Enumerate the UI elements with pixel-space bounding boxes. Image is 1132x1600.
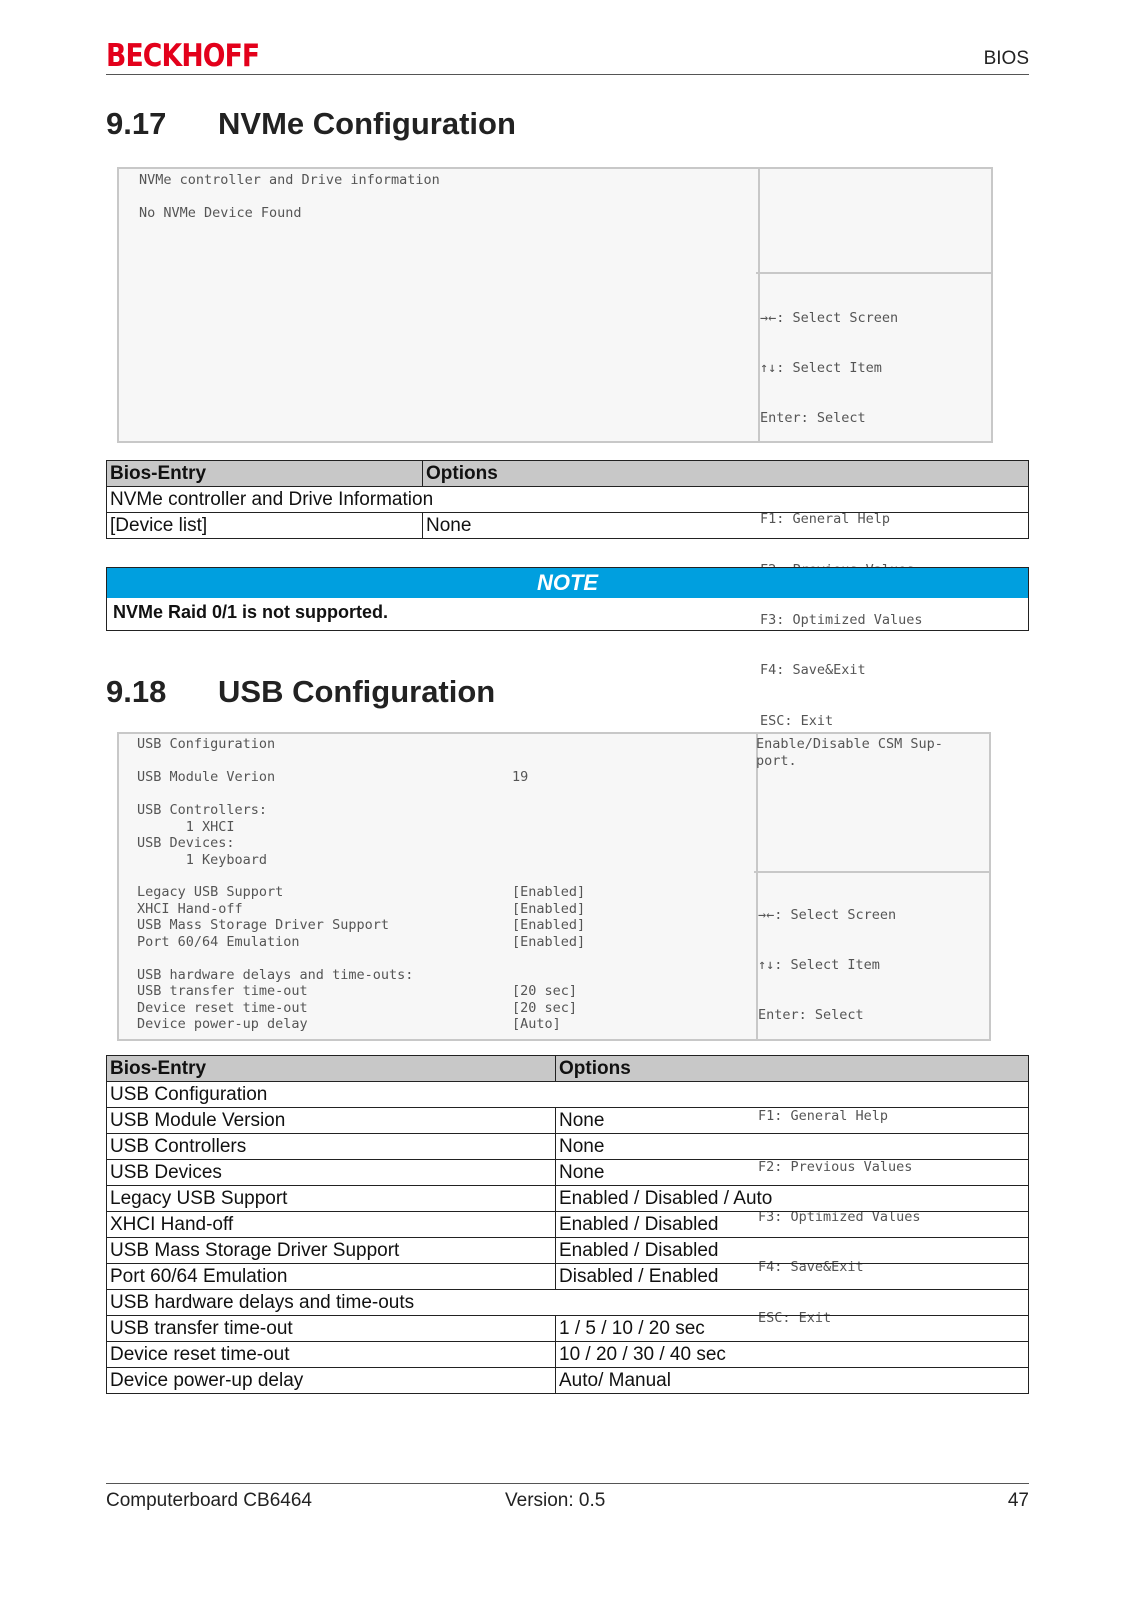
key-legend-item: →←: Select Screen: [760, 309, 899, 326]
key-legend-item: F1: General Help: [760, 511, 891, 528]
table-cell-option: Enabled / Disabled: [556, 1238, 1029, 1264]
table-cell-option: 1 / 5 / 10 / 20 sec: [556, 1316, 1029, 1342]
table-cell-option: 10 / 20 / 30 / 40 sec: [556, 1342, 1029, 1368]
key-legend-item: F3: Optimized Values: [760, 611, 923, 628]
table-cell-entry: USB Module Version: [107, 1108, 556, 1134]
usb-bios-value: [20 sec]: [512, 1000, 578, 1016]
table-row: [107, 487, 1029, 513]
usb-heading-number: 9.18: [106, 674, 167, 709]
header-section-label: BIOS: [983, 48, 1029, 69]
nvme-heading-number: 9.17: [106, 106, 167, 141]
usb-bios-value: [Enabled]: [512, 917, 586, 933]
table-row: [107, 1212, 1029, 1238]
column-header-bios-entry: Bios-Entry: [107, 461, 423, 487]
usb-bios-label: Port 60/64 Emulation: [137, 934, 300, 950]
column-header-options: Options: [423, 461, 1029, 487]
table-row: [107, 1134, 1029, 1160]
table-row: [107, 1108, 1029, 1134]
table-cell-entry: XHCI Hand-off: [107, 1212, 556, 1238]
usb-heading-title: USB Configuration: [218, 674, 496, 709]
table-cell-option: None: [556, 1160, 1029, 1186]
key-legend-item: F2: Previous Values: [758, 1158, 913, 1175]
usb-bios-label: Device power-up delay: [137, 1016, 308, 1032]
key-legend-item: →←: Select Screen: [758, 906, 897, 923]
key-legend-item: ↑↓: Select Item: [760, 359, 882, 376]
nvme-heading: [106, 106, 516, 142]
usb-bios-value: [Auto]: [512, 1016, 561, 1032]
usb-options-table: [106, 1055, 1029, 1394]
note-box: [106, 567, 1029, 631]
key-legend-item: ESC: Exit: [760, 712, 834, 729]
usb-bios-label: USB hardware delays and time-outs:: [137, 967, 414, 983]
usb-heading: [106, 674, 495, 710]
note-text: NVMe Raid 0/1 is not supported.: [113, 602, 389, 622]
table-row: [107, 1238, 1029, 1264]
note-title: NOTE: [107, 568, 1028, 598]
nvme-bios-help-panel: [756, 169, 991, 274]
key-legend-item: Enter: Select: [760, 410, 866, 427]
usb-bios-value: [Enabled]: [512, 901, 586, 917]
key-legend-item: ESC: Exit: [758, 1309, 832, 1326]
footer-product: Computerboard CB6464: [106, 1490, 312, 1511]
usb-bios-help-panel: [754, 734, 989, 873]
footer-divider: [106, 1483, 1029, 1484]
table-header-row: [107, 461, 1029, 487]
table-cell-entry: USB transfer time-out: [107, 1316, 556, 1342]
nvme-heading-title: NVMe Configuration: [218, 106, 516, 141]
table-cell-option: Enabled / Disabled: [556, 1212, 1029, 1238]
table-cell-entry: USB Controllers: [107, 1134, 556, 1160]
table-cell-entry: Device reset time-out: [107, 1342, 556, 1368]
table-cell-option: Disabled / Enabled: [556, 1264, 1029, 1290]
usb-bios-label: USB Devices:: [137, 835, 235, 851]
nvme-bios-line: NVMe controller and Drive information: [139, 172, 440, 188]
usb-bios-label: 1 Keyboard: [137, 852, 268, 868]
nvme-bios-line: No NVMe Device Found: [139, 205, 302, 221]
table-row: [107, 1316, 1029, 1342]
usb-bios-label: USB Controllers:: [137, 802, 268, 818]
usb-bios-help-text: Enable/Disable CSM Sup-: [756, 736, 943, 752]
table-cell-entry: [Device list]: [107, 513, 423, 539]
table-row: [107, 1368, 1029, 1394]
usb-bios-value: [Enabled]: [512, 934, 586, 950]
table-row: [107, 1160, 1029, 1186]
usb-bios-label: USB transfer time-out: [137, 983, 308, 999]
table-cell-entry: Device power-up delay: [107, 1368, 556, 1394]
header-divider: [106, 74, 1029, 75]
usb-bios-label: USB Configuration: [137, 736, 276, 752]
usb-bios-label: 1 XHCI: [137, 819, 235, 835]
table-cell-option: None: [423, 513, 1029, 539]
table-cell-option: None: [556, 1108, 1029, 1134]
nvme-options-table: [106, 460, 1029, 539]
column-header-bios-entry: Bios-Entry: [107, 1056, 556, 1082]
table-row: [107, 513, 1029, 539]
usb-bios-label: USB Module Verion: [137, 769, 276, 785]
table-row: [107, 1290, 1029, 1316]
table-cell-entry: USB hardware delays and time-outs: [107, 1290, 1029, 1316]
table-cell-entry: USB Configuration: [107, 1082, 1029, 1108]
usb-bios-label: Legacy USB Support: [137, 884, 284, 900]
usb-bios-label: Device reset time-out: [137, 1000, 308, 1016]
table-cell-option: Auto/ Manual: [556, 1368, 1029, 1394]
key-legend-item: F3: Optimized Values: [758, 1208, 921, 1225]
key-legend-item: F1: General Help: [758, 1108, 889, 1125]
table-row: [107, 1342, 1029, 1368]
nvme-bios-main-panel: [119, 169, 760, 441]
table-cell-entry: NVMe controller and Drive Information: [107, 487, 1029, 513]
usb-bios-label: USB Mass Storage Driver Support: [137, 917, 389, 933]
footer-page-number: 47: [1007, 1490, 1029, 1511]
column-header-options: Options: [556, 1056, 1029, 1082]
key-legend-item: Enter: Select: [758, 1007, 864, 1024]
key-legend-item: F4: Save&Exit: [760, 662, 866, 679]
usb-bios-main-panel: [119, 734, 758, 1039]
table-cell-entry: Port 60/64 Emulation: [107, 1264, 556, 1290]
usb-bios-label: XHCI Hand-off: [137, 901, 243, 917]
usb-bios-help-text: port.: [756, 753, 797, 769]
key-legend-item: F4: Save&Exit: [758, 1259, 864, 1276]
table-cell-option: None: [556, 1134, 1029, 1160]
table-row: [107, 1082, 1029, 1108]
table-row: [107, 1186, 1029, 1212]
key-legend-item: ↑↓: Select Item: [758, 956, 880, 973]
usb-bios-value: 19: [512, 769, 529, 785]
table-cell-entry: USB Mass Storage Driver Support: [107, 1238, 556, 1264]
table-cell-option: Enabled / Disabled / Auto: [556, 1186, 1029, 1212]
usb-bios-value: [20 sec]: [512, 983, 578, 999]
table-cell-entry: Legacy USB Support: [107, 1186, 556, 1212]
brand-logo: BECKHOFF: [106, 38, 260, 74]
usb-bios-value: [Enabled]: [512, 884, 586, 900]
footer-version: Version: 0.5: [505, 1490, 606, 1511]
table-header-row: [107, 1056, 1029, 1082]
table-row: [107, 1264, 1029, 1290]
table-cell-entry: USB Devices: [107, 1160, 556, 1186]
